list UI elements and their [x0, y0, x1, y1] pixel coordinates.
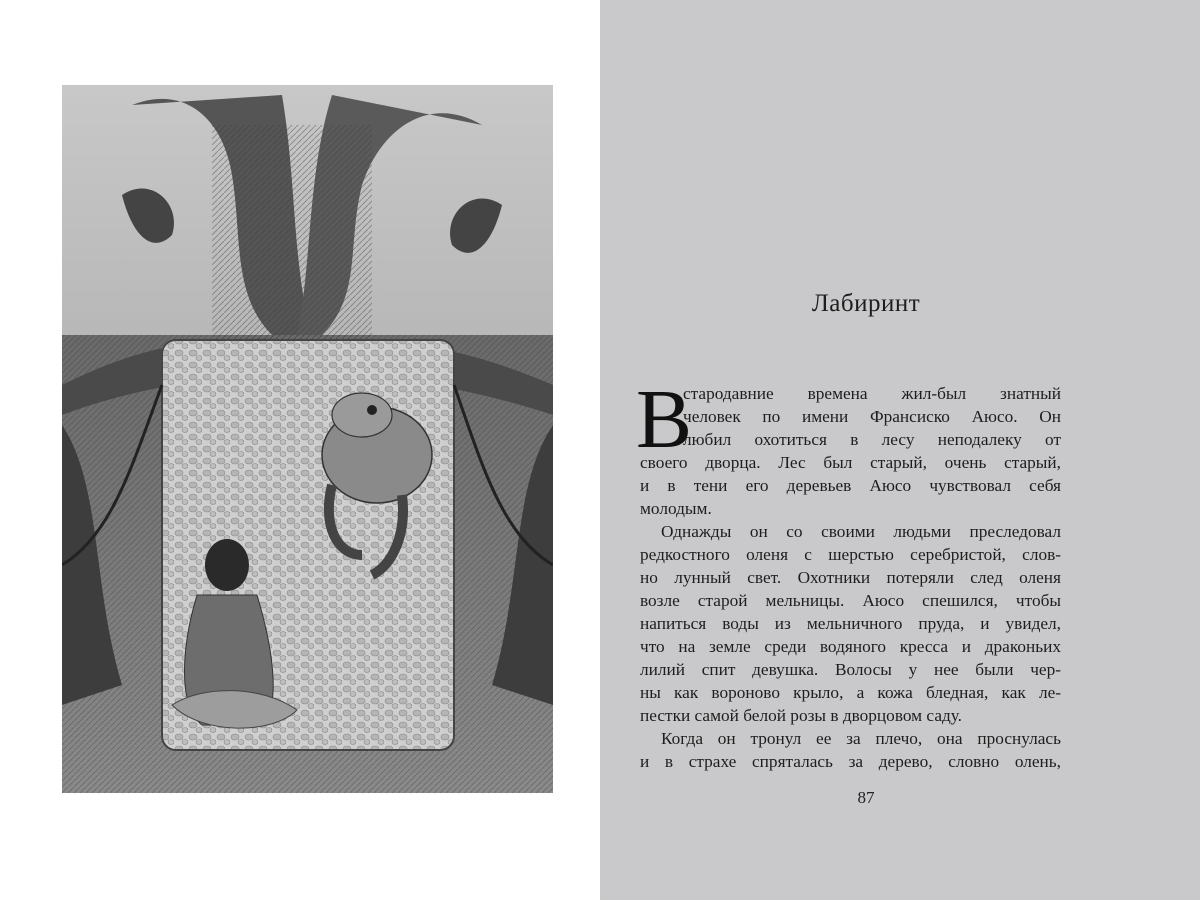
text-line: возле старой мельницы. Аюсо спешился, чтобы: [640, 591, 1061, 610]
text-line: любил охотиться в лесу неподалеку от: [683, 430, 1061, 449]
text-line: и в тени его деревьев Аюсо чувствовал себя: [640, 476, 1061, 495]
page-number: 87: [857, 788, 875, 807]
text-line: человек по имени Франсиско Аюсо. Он: [683, 407, 1061, 426]
text-line: Однажды он со своими людьми преследовал: [661, 522, 1061, 541]
text-line: пестки самой белой розы в дворцовом саду.: [640, 706, 963, 725]
text-line: но лунный свет. Охотники потеряли след оленя: [640, 568, 1061, 587]
text-line: напиться воды из мельничного пруда, и увидел,: [640, 614, 1061, 633]
chapter-title: Лабиринт: [811, 290, 921, 317]
body-text: [636, 373, 1061, 773]
drop-cap: В: [636, 373, 693, 466]
illustration-drawing: [62, 85, 553, 793]
text-line: что на земле среди водяного кресса и драконьих: [640, 637, 1061, 656]
text-line: ны как вороново крыло, а кожа бледная, как ле-: [640, 683, 1061, 702]
illustration: [62, 85, 553, 793]
text-line: Когда он тронул ее за плечо, она проснулась: [661, 729, 1061, 748]
text-line: лилий спит девушка. Волосы у нее были чер-: [640, 660, 1061, 679]
text-line: редкостного оленя с шерстью серебристой, слов-: [640, 545, 1061, 564]
text-line: молодым.: [640, 499, 712, 518]
text-line: и в страхе спряталась за дерево, словно олень,: [640, 752, 1061, 771]
text-line: стародавние времена жил-был знатный: [683, 384, 1061, 403]
text-line: своего дворца. Лес был старый, очень старый,: [640, 453, 1061, 472]
